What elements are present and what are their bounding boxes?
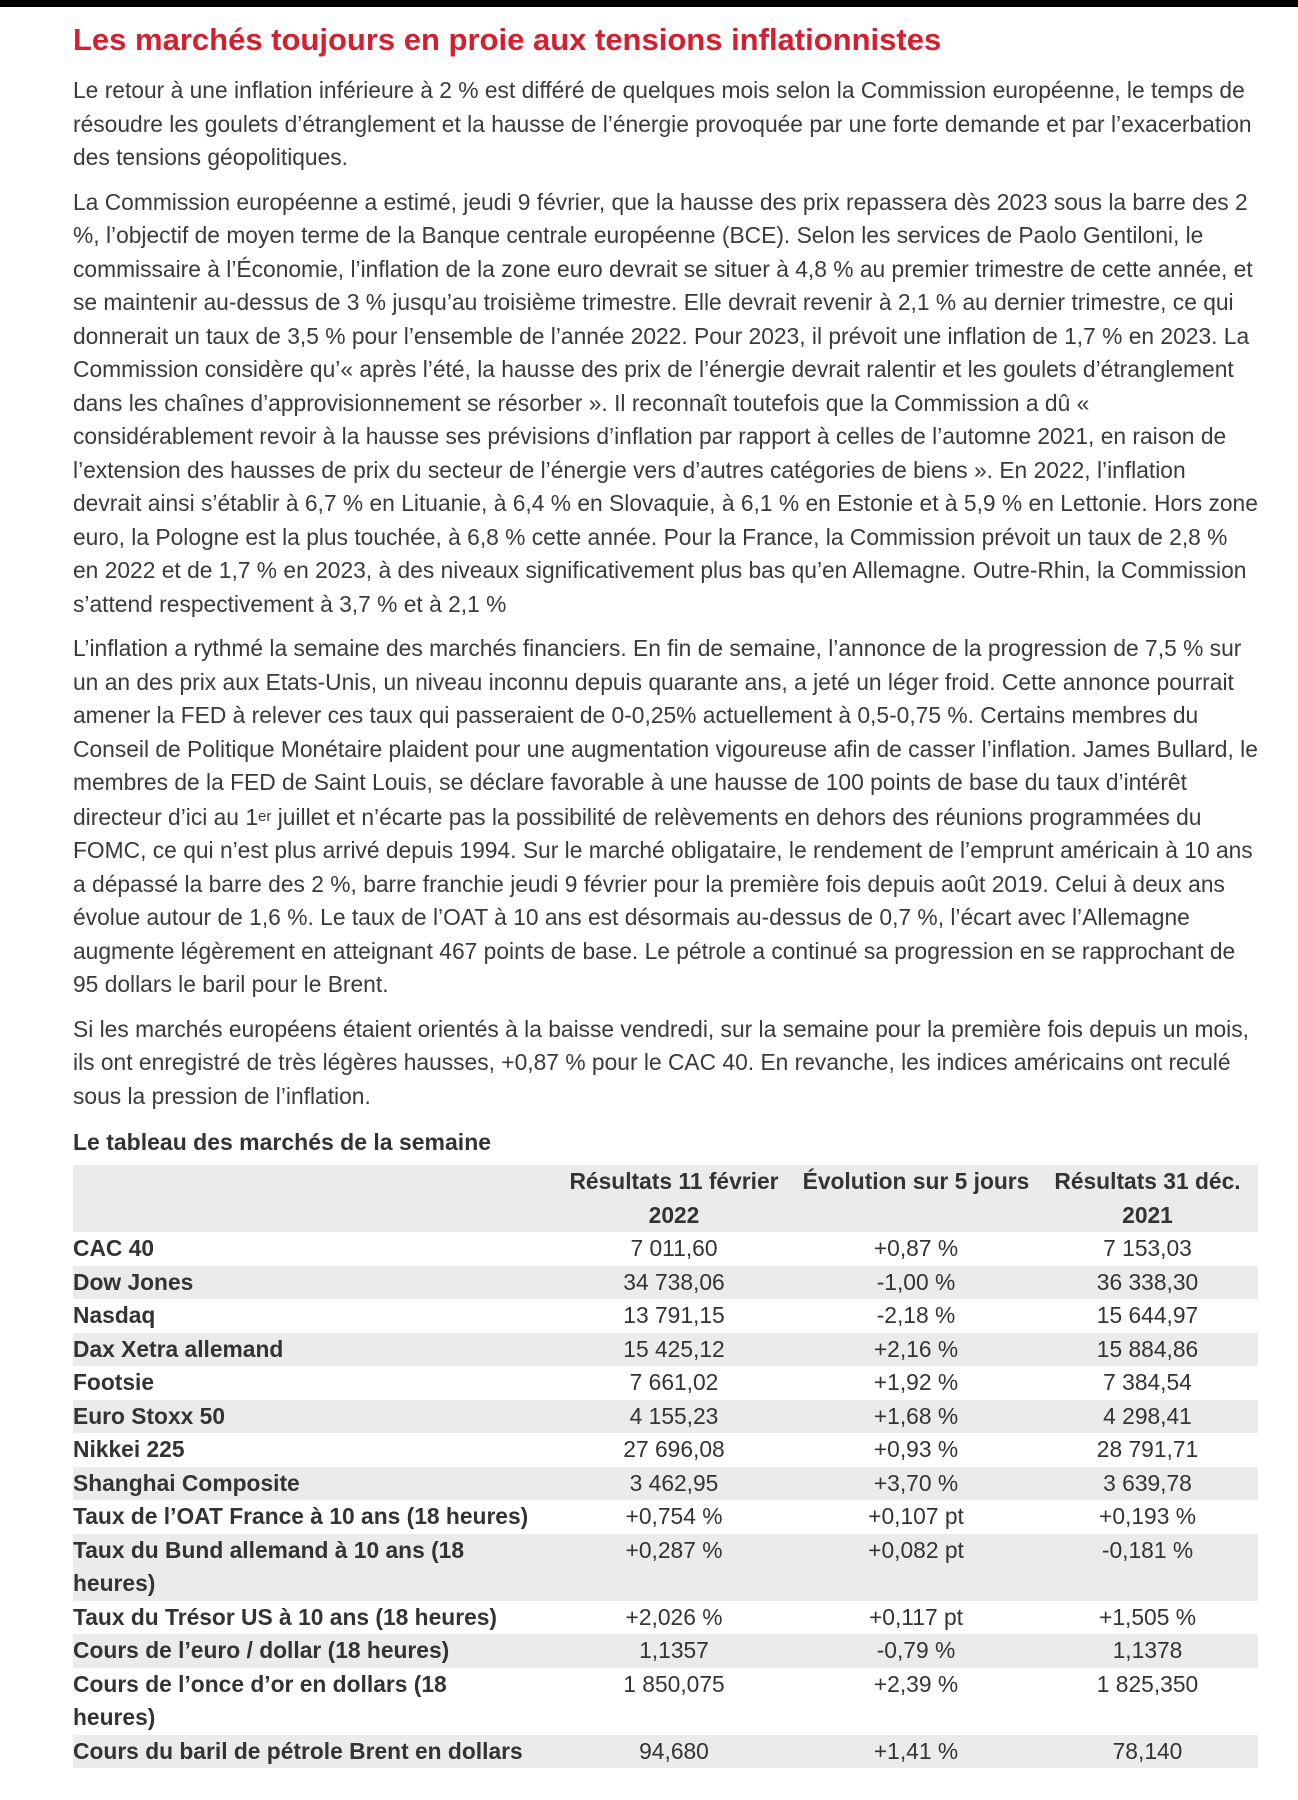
change-5-days: +1,68 %: [873, 1402, 959, 1429]
article-title: Les marchés toujours en proie aux tensions inflationnistes: [73, 22, 942, 57]
table-row: [73, 1735, 1258, 1769]
table-header-row: [73, 1165, 1258, 1232]
table-row: [73, 1400, 1258, 1434]
table-row: [73, 1232, 1258, 1266]
markets-table: [73, 1165, 1258, 1768]
value-dec-31: 3 639,78: [1103, 1469, 1192, 1496]
value-dec-31: 4 298,41: [1103, 1402, 1192, 1429]
market-name: Taux du Trésor US à 10 ans (18 heures): [73, 1603, 498, 1630]
paragraph-3: [73, 632, 1258, 1002]
market-name: Cours de l’euro / dollar (18 heures): [73, 1637, 450, 1663]
paragraph-3-superscript: er: [258, 807, 272, 825]
table-row: [73, 1500, 1258, 1534]
value-dec-31: +0,193 %: [1099, 1503, 1196, 1529]
table-row: [73, 1433, 1258, 1467]
value-dec-31: 7 384,54: [1103, 1369, 1192, 1395]
table-row: [73, 1333, 1258, 1367]
value-feb-11: 34 738,06: [623, 1268, 725, 1295]
paragraph-3-part-1: L’inflation a rythmé la semaine des marchés financiers. En fin de semaine, l’annonce de la progression de 7,5 % sur un an des prix aux Etats-Unis, un niveau inconnu depuis quarante ans, a jeté un léger froid. Cette annonce pourrait amener la FED à relever ces taux qui passeraient de 0-0,25% actuellement à 0,5-0,75 %. Certains membres du Conseil de Politique Monétaire plaident pour une augmentation vigoureuse afin de casser l’inflation. James Bullard, le membres de la FED de Saint Louis, se déclare favorable à une hausse de 100 points de base du taux d’intérêt directeur d’ici au 1: [73, 635, 1258, 830]
change-5-days: +0,93 %: [873, 1436, 959, 1462]
value-feb-11: 13 791,15: [623, 1302, 725, 1328]
paragraph-1: Le retour à une inflation inférieure à 2 % est différé de quelques mois selon la Commission européenne, le temps de résoudre les goulets d’étranglement et la hausse de l’énergie provoquée par une forte demande et par l’exacerbation des tensions géopolitiques.: [73, 77, 1252, 170]
article: [73, 18, 1258, 1768]
value-feb-11: 27 696,08: [623, 1436, 725, 1462]
value-feb-11: +2,026 %: [625, 1603, 723, 1630]
change-5-days: +1,92 %: [873, 1369, 959, 1395]
value-feb-11: 94,680: [639, 1737, 709, 1764]
change-5-days: -0,79 %: [876, 1637, 956, 1663]
change-5-days: -1,00 %: [876, 1268, 956, 1295]
value-feb-11: 7 011,60: [630, 1235, 718, 1261]
change-5-days: +2,39 %: [873, 1670, 959, 1697]
value-dec-31: 78,140: [1112, 1737, 1183, 1764]
table-row: [73, 1366, 1258, 1400]
value-dec-31: 1,1378: [1112, 1637, 1183, 1663]
value-feb-11: 4 155,23: [629, 1402, 719, 1429]
value-feb-11: 7 661,02: [629, 1369, 719, 1395]
table-row: [73, 1668, 1258, 1735]
value-feb-11: 1 850,075: [623, 1670, 725, 1697]
market-name: Cours du baril de pétrole Brent en dollars: [73, 1737, 523, 1764]
paragraph-3-part-2: juillet et n’écarte pas la possibilité de relèvements en dehors des réunions programmées du FOMC, ce qui n’est plus arrivé depuis 1994. Sur le marché obligataire, le rendement de l’emprunt américain à 10 ans a dépassé la barre des 2 %, barre franchie jeudi 9 février pour la première fois depuis août 2019. Celui à deux ans évolue autour de 1,6 %. Le taux de l’OAT à 10 ans est désormais au-dessus de 0,7 %, l’écart avec l’Allemagne augmente légèrement en atteignant 467 points de base. Le pétrole a continué sa progression en se rapprochant de 95 dollars le baril pour le Brent.: [73, 803, 1253, 997]
value-dec-31: 15 884,86: [1096, 1335, 1199, 1362]
change-5-days: +3,70 %: [873, 1469, 959, 1496]
value-dec-31: 7 153,03: [1103, 1235, 1192, 1261]
change-5-days: +2,16 %: [873, 1335, 959, 1362]
market-name: Dow Jones: [73, 1268, 194, 1295]
change-5-days: +0,117 pt: [868, 1603, 963, 1630]
value-feb-11: 3 462,95: [629, 1469, 719, 1496]
market-name: Footsie: [73, 1369, 155, 1395]
market-name: Cours de l’once d’or en dollars (18 heures): [73, 1670, 447, 1730]
table-header-evolution: Évolution sur 5 jours: [802, 1168, 1030, 1194]
value-feb-11: 15 425,12: [623, 1335, 725, 1362]
market-name: Taux du Bund allemand à 10 ans (18 heures): [73, 1536, 465, 1596]
value-dec-31: 36 338,30: [1096, 1268, 1199, 1295]
table-row: [73, 1601, 1258, 1635]
paragraph-2: La Commission européenne a estimé, jeudi 9 février, que la hausse des prix repassera dès 2023 sous la barre des 2 %, l’objectif de moyen terme de la Banque centrale européenne (BCE). Selon les services de Paolo Gentiloni, le commissaire à l’Économie, l’inflation de la zone euro devrait se situer à 4,8 % au premier trimestre de cette année, et se maintenir au-dessus de 3 % jusqu’au troisième trimestre. Elle devrait revenir à 2,1 % au dernier trimestre, ce qui donnerait un taux de 3,5 % pour l’ensemble de l’année 2022. Pour 2023, il prévoit une inflation de 1,7 % en 2023. La Commission considère qu’« après l’été, la hausse des prix de l’énergie devrait ralentir et les goulets d’étranglement dans les chaînes d’approvisionnement se résorber ». Il reconnaît toutefois que la Commission a dû « considérablement revoir à la hausse ses prévisions d’inflation par rapport à celles de l’automne 2021, en raison de l’extension des hausses de prix du secteur de l’énergie vers d’autres catégories de biens ». En 2022, l’inflation devrait ainsi s’établir à 6,7 % en Lituanie, à 6,4 % en Slovaquie, à 6,1 % en Estonie et à 5,9 % en Lettonie. Hors zone euro, la Pologne est la plus touchée, à 6,8 % cette année. Pour la France, la Commission prévoit un taux de 2,8 % en 2022 et de 1,7 % en 2023, à des niveaux significativement plus bas qu’en Allemagne. Outre-Rhin, la Commission s’attend respectivement à 3,7 % et à 2,1 %: [73, 188, 1258, 617]
table-header-results-feb: Résultats 11 février 2022: [569, 1168, 779, 1228]
table-header-results-dec: Résultats 31 déc. 2021: [1054, 1168, 1241, 1228]
value-dec-31: 28 791,71: [1096, 1436, 1199, 1462]
table-row: [73, 1634, 1258, 1668]
table-title: Le tableau des marchés de la semaine: [73, 1129, 492, 1155]
table-row: [73, 1534, 1258, 1601]
market-name: Euro Stoxx 50: [73, 1402, 226, 1429]
change-5-days: -2,18 %: [876, 1302, 956, 1328]
top-bar: [0, 0, 1298, 7]
change-5-days: +0,87 %: [873, 1235, 959, 1261]
market-name: Nasdaq: [73, 1302, 156, 1328]
market-name: Dax Xetra allemand: [73, 1335, 284, 1362]
value-feb-11: +0,754 %: [625, 1503, 723, 1529]
value-feb-11: +0,287 %: [625, 1536, 723, 1563]
market-name: Taux de l’OAT France à 10 ans (18 heures): [73, 1503, 529, 1529]
table-header-blank: [73, 1165, 553, 1232]
table-row: [73, 1467, 1258, 1501]
change-5-days: +0,107 pt: [868, 1503, 964, 1529]
value-dec-31: 1 825,350: [1096, 1670, 1199, 1697]
change-5-days: +1,41 %: [873, 1737, 959, 1764]
table-body: [73, 1232, 1258, 1768]
market-name: Shanghai Composite: [73, 1469, 300, 1496]
value-dec-31: +1,505 %: [1099, 1603, 1196, 1630]
market-name: CAC 40: [73, 1235, 155, 1261]
paragraph-4: Si les marchés européens étaient orientés à la baisse vendredi, sur la semaine pour la première fois depuis un mois, ils ont enregistré de très légères hausses, +0,87 % pour le CAC 40. En revanche, les indices américains ont reculé sous la pression de l’inflation.: [73, 1015, 1249, 1109]
market-name: Nikkei 225: [73, 1436, 185, 1462]
table-row: [73, 1266, 1258, 1300]
change-5-days: +0,082 pt: [868, 1536, 964, 1563]
value-dec-31: -0,181 %: [1101, 1536, 1194, 1563]
value-dec-31: 15 644,97: [1096, 1302, 1199, 1328]
value-feb-11: 1,1357: [639, 1637, 709, 1663]
table-row: [73, 1299, 1258, 1333]
